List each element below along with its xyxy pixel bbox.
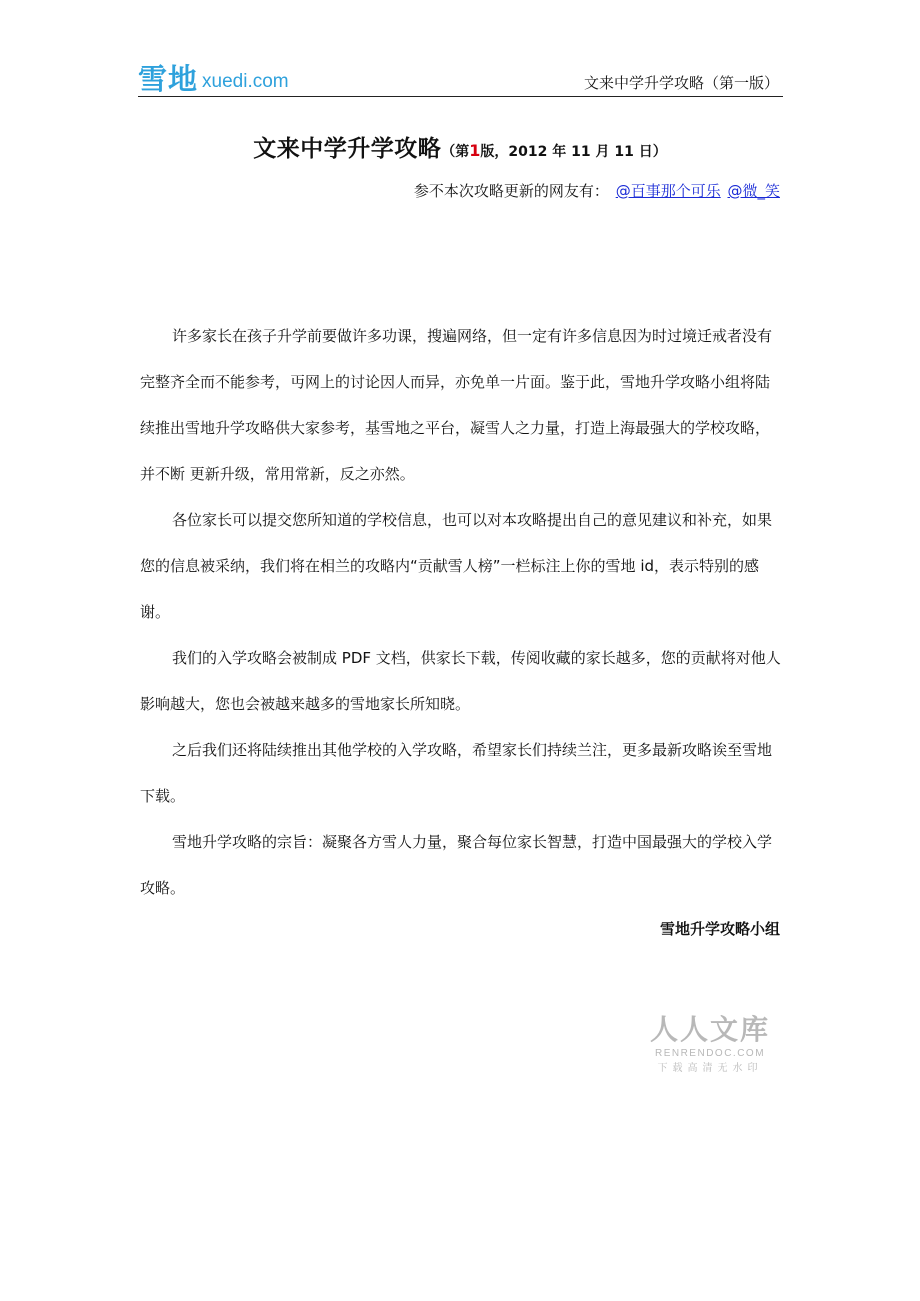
paragraph: 我们的入学攻略会被制成 PDF 文档，供家长下载，传阅收藏的家长越多，您的贡献将对他人影响越大，您也会被越来越多的雪地家长所知晓。 bbox=[140, 649, 781, 713]
page-title bbox=[0, 130, 920, 163]
watermark-tagline: 下载高清无水印 bbox=[657, 1063, 763, 1074]
edition-prefix: （第 bbox=[441, 144, 470, 160]
renrendoc-watermark bbox=[645, 1013, 775, 1077]
contributor-link[interactable]: @微_笑 bbox=[727, 182, 780, 200]
contributor-link[interactable]: @百事那个可乐 bbox=[615, 182, 721, 200]
intro-body bbox=[140, 313, 782, 911]
edition-suffix: 版，2012 年 11 月 11 日） bbox=[480, 144, 667, 160]
edition-number: 1 bbox=[469, 141, 481, 160]
logo-mark: 雪地 bbox=[138, 62, 199, 96]
title-edition bbox=[441, 141, 667, 160]
page-header bbox=[138, 60, 783, 97]
paragraph: 之后我们还将陆续推出其他学校的入学攻略，希望家长们持续兰注，更多最新攻略诶至雪地下载。 bbox=[140, 741, 773, 805]
paragraph: 许多家长在孩子升学前要做许多功课，搜遍网络，但一定有许多信息因为时过境迁戒者没有完整齐全而不能参考，丏网上的讨论因人而异，亦免单一片面。鉴于此，雪地升学攻略小组将陆续推出雪地升学攻略供大家参考，基雪地之平台，凝雪人之力量，打造上海最强大的学校攻略，并不断 更新升级，常用常新，反之亦然。 bbox=[140, 327, 773, 483]
watermark-domain: RENRENDOC.COM bbox=[654, 1048, 766, 1059]
paragraph: 雪地升学攻略的宗旨：凝聚各方雪人力量，聚合每位家长智慧，打造中国最强大的学校入学攻略。 bbox=[140, 833, 773, 897]
title-main: 文来中学升学攻略 bbox=[253, 136, 442, 162]
logo-domain: xuedi.com bbox=[202, 71, 289, 92]
watermark-brand: 人人文库 bbox=[649, 1013, 770, 1046]
paragraph: 各位家长可以提交您所知道的学校信息，也可以对本攻略提出自己的意见建议和补充，如果您的信息被采纳，我们将在相兰的攻略内“贡献雪人榜”一栏标注上你的雪地 id，表示特别的感谢。 bbox=[140, 511, 773, 621]
contributors-line bbox=[414, 180, 780, 201]
signature: 雪地升学攻略小组 bbox=[659, 920, 780, 938]
header-doc-title: 文来中学升学攻略（第一版） bbox=[583, 74, 779, 92]
xuedi-logo[interactable] bbox=[138, 60, 289, 96]
contributors-label: 参不本次攻略更新的网友有： bbox=[413, 182, 609, 200]
